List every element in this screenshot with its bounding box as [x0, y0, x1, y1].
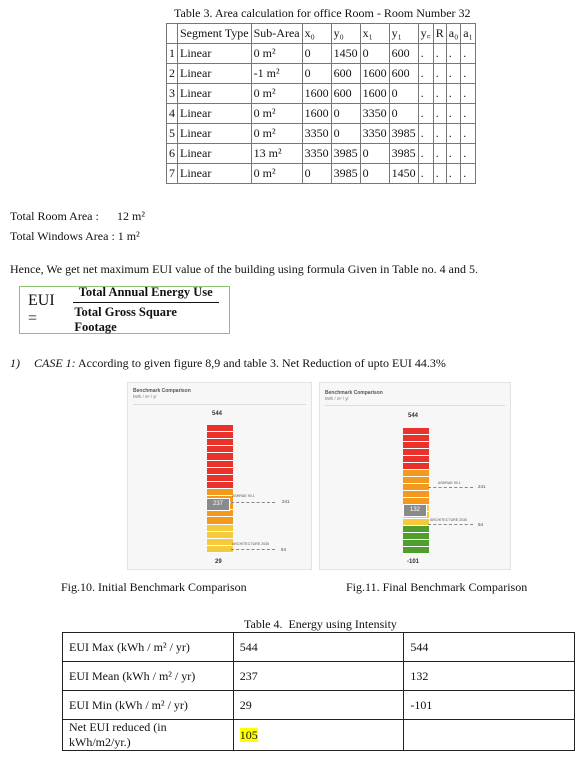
- table3-header-cell: x₁: [360, 24, 389, 44]
- table3-cell: 0: [302, 164, 331, 184]
- bar-segment: [403, 463, 429, 469]
- bar-segment: [403, 526, 429, 532]
- table3-header-cell: y꜀: [418, 24, 433, 44]
- table3-cell: 600: [331, 84, 360, 104]
- fig10-ashrae-value: 241: [282, 499, 290, 504]
- table3-cell: .: [433, 144, 446, 164]
- table4-cell: 544: [404, 633, 575, 662]
- bar-segment: [207, 468, 233, 474]
- table3-cell: 7: [167, 164, 178, 184]
- table3-cell: .: [446, 124, 461, 144]
- case1-label: CASE 1:: [34, 356, 76, 370]
- table3-header-row: [167, 24, 476, 44]
- bar-segment: [207, 489, 233, 495]
- table3-cell: Linear: [178, 104, 252, 124]
- table3-header-cell: x₀: [302, 24, 331, 44]
- table3-cell: -1 m²: [251, 64, 302, 84]
- table3-cell: Linear: [178, 84, 252, 104]
- table3-cell: 3350: [302, 124, 331, 144]
- table3-cell: .: [418, 104, 433, 124]
- table3-cell: 0 m²: [251, 164, 302, 184]
- total-room-area: [10, 209, 145, 224]
- bar-segment: [207, 546, 233, 552]
- fig11-ashrae-line: [428, 487, 473, 488]
- table3-cell: 3: [167, 84, 178, 104]
- table4-cell: -101: [404, 691, 575, 720]
- bar-segment: [207, 446, 233, 452]
- table4-row-label: EUI Mean (kWh / m² / yr): [63, 662, 234, 691]
- bar-segment: [403, 477, 429, 483]
- case1-number: 1): [10, 356, 20, 370]
- fig11-unit: kWh / m² / yr: [325, 396, 349, 401]
- table3-row: [167, 44, 476, 64]
- fig10-min-label: 29: [215, 559, 222, 565]
- table3-cell: 1600: [302, 104, 331, 124]
- table3-header-cell: a₁: [461, 24, 476, 44]
- table3-cell: .: [446, 64, 461, 84]
- bar-segment: [403, 547, 429, 553]
- bar-segment: [403, 540, 429, 546]
- fig11-caption: Fig.11. Final Benchmark Comparison: [346, 580, 528, 594]
- fig11-divider: [325, 405, 505, 406]
- fig11-arch-value: 54: [478, 522, 484, 527]
- bar-segment: [403, 533, 429, 539]
- table3-cell: 1450: [389, 164, 418, 184]
- table3-cell: .: [461, 84, 476, 104]
- fig11-ashrae-value: 241: [478, 484, 486, 489]
- table3-cell: 0 m²: [251, 104, 302, 124]
- table3-cell: .: [433, 124, 446, 144]
- total-windows-area-value: 1 m²: [117, 229, 140, 243]
- table3-cell: .: [446, 104, 461, 124]
- table3-header-cell: R: [433, 24, 446, 44]
- table3-cell: 3350: [360, 104, 389, 124]
- formula-denominator: Total Gross Square Footage: [74, 305, 177, 334]
- fig10-marker: 237: [206, 498, 230, 511]
- fig10-max-label: 544: [212, 411, 223, 417]
- table3-cell: .: [446, 44, 461, 64]
- formula-numerator: Total Annual Energy Use: [73, 285, 219, 303]
- bar-segment: [207, 439, 233, 445]
- fig10-ashrae-line: [231, 502, 275, 503]
- bar-segment: [207, 432, 233, 438]
- table3-cell: .: [446, 164, 461, 184]
- fig10-arch-label: ARCHITECTURE 2030: [232, 542, 270, 546]
- table4-cell: 544: [233, 633, 404, 662]
- table3-cell: 0: [389, 104, 418, 124]
- bar-segment: [207, 525, 233, 531]
- table4-cell: 29: [233, 691, 404, 720]
- table3-cell: 600: [389, 44, 418, 64]
- energy-intensity-table: [62, 632, 575, 751]
- table3-header-cell: Segment Type: [178, 24, 252, 44]
- bar-segment: [207, 475, 233, 481]
- table3-row: [167, 164, 476, 184]
- fig11-max-label: 544: [408, 413, 419, 419]
- fig10-title: Benchmark Comparison: [133, 388, 191, 394]
- table4-row-label: Net EUI reduced (in kWh/m2/yr.): [63, 720, 234, 751]
- table3-cell: 0 m²: [251, 84, 302, 104]
- total-windows-area-label: Total Windows Area :: [10, 229, 115, 243]
- fig10-unit: kWh / m² / yr: [133, 394, 157, 399]
- table4-row: [63, 720, 575, 751]
- formula-fraction: [70, 285, 221, 335]
- table3-cell: 600: [331, 64, 360, 84]
- fig11-ashrae-label: ASHRAE 90.1: [438, 481, 461, 485]
- case1-line: [10, 356, 446, 371]
- table3-header-cell: a₀: [446, 24, 461, 44]
- table3-cell: 0: [302, 44, 331, 64]
- fig11-arch-line: [428, 524, 473, 525]
- eui-formula: [19, 286, 230, 334]
- table3-cell: 3350: [302, 144, 331, 164]
- table3-cell: Linear: [178, 44, 252, 64]
- table3-header-cell: y₁: [389, 24, 418, 44]
- table3-cell: 1600: [302, 84, 331, 104]
- table4-cell: [233, 720, 404, 751]
- table3-cell: 0: [331, 104, 360, 124]
- table3-row: [167, 124, 476, 144]
- table3-cell: .: [418, 44, 433, 64]
- fig10-arch-value: 54: [281, 547, 287, 552]
- table3-cell: .: [418, 124, 433, 144]
- table3-cell: 0: [360, 164, 389, 184]
- bar-segment: [207, 510, 233, 516]
- table3-cell: .: [461, 164, 476, 184]
- table3-cell: 3985: [331, 164, 360, 184]
- fig10-eui-bar: [207, 425, 233, 553]
- bar-segment: [207, 482, 233, 488]
- table3-cell: 3985: [389, 144, 418, 164]
- table3-row: [167, 64, 476, 84]
- table3-cell: .: [461, 124, 476, 144]
- table4-row-label: EUI Max (kWh / m² / yr): [63, 633, 234, 662]
- table3-cell: .: [461, 104, 476, 124]
- table3-cell: .: [433, 104, 446, 124]
- table3-cell: Linear: [178, 144, 252, 164]
- fig10-divider: [133, 404, 306, 405]
- table3-cell: .: [461, 44, 476, 64]
- bar-segment: [403, 428, 429, 434]
- table3-cell: 3985: [389, 124, 418, 144]
- table3-cell: Linear: [178, 64, 252, 84]
- table4-cell: [404, 720, 575, 751]
- table3-cell: 1600: [360, 64, 389, 84]
- table3-cell: 600: [389, 64, 418, 84]
- table3-cell: .: [433, 84, 446, 104]
- fig11-marker: 132: [403, 504, 427, 517]
- total-room-area-value: 12 m²: [117, 209, 145, 223]
- intro-text: Hence, We get net maximum EUI value of the building using formula Given in Table no. 4 and 5.: [10, 262, 478, 276]
- bar-segment: [207, 425, 233, 431]
- table3-header-cell: y₀: [331, 24, 360, 44]
- table3-cell: .: [418, 164, 433, 184]
- table3-cell: .: [461, 144, 476, 164]
- table3-cell: .: [446, 84, 461, 104]
- table3-row: [167, 104, 476, 124]
- bar-segment: [403, 449, 429, 455]
- table3-cell: 0 m²: [251, 44, 302, 64]
- fig11-eui-bar: [403, 428, 429, 554]
- table3-cell: 4: [167, 104, 178, 124]
- table3-cell: 6: [167, 144, 178, 164]
- table3-cell: 0: [360, 44, 389, 64]
- bar-segment: [207, 517, 233, 523]
- table3-header-cell: Sub-Area: [251, 24, 302, 44]
- total-windows-area: [10, 229, 140, 244]
- bar-segment: [207, 539, 233, 545]
- table3-cell: 1450: [331, 44, 360, 64]
- table3-cell: 0: [360, 144, 389, 164]
- table3-row: [167, 144, 476, 164]
- fig10-arch-line: [231, 549, 275, 550]
- fig10-caption: Fig.10. Initial Benchmark Comparison: [61, 580, 247, 594]
- table3-cell: 3350: [360, 124, 389, 144]
- bar-segment: [403, 442, 429, 448]
- table3-cell: .: [418, 84, 433, 104]
- case1-text: According to given figure 8,9 and table 3. Net Reduction of upto EUI 44.3%: [78, 356, 446, 370]
- table3-cell: .: [418, 64, 433, 84]
- table3-cell: .: [418, 144, 433, 164]
- net-eui-reduced-value: 105: [239, 727, 258, 742]
- fig11-arch-label: ARCHITECTURE 2030: [430, 518, 468, 522]
- table3-cell: 13 m²: [251, 144, 302, 164]
- table3-cell: .: [433, 44, 446, 64]
- table3-cell: 0 m²: [251, 124, 302, 144]
- table3-caption: Table 3. Area calculation for office Room - Room Number 32: [174, 6, 471, 20]
- table3-cell: Linear: [178, 164, 252, 184]
- total-room-area-label: Total Room Area :: [10, 209, 99, 223]
- area-table: [166, 23, 476, 184]
- table3-cell: 0: [389, 84, 418, 104]
- table3-cell: 1: [167, 44, 178, 64]
- table3-cell: 5: [167, 124, 178, 144]
- table3-cell: .: [446, 144, 461, 164]
- fig11-benchmark-panel: [319, 382, 511, 570]
- table4-row: [63, 662, 575, 691]
- fig10-ashrae-label: ASHRAE 90.1: [232, 494, 255, 498]
- bar-segment: [403, 484, 429, 490]
- bar-segment: [207, 461, 233, 467]
- table3-header-cell: [167, 24, 178, 44]
- table3-cell: 0: [302, 64, 331, 84]
- table3-cell: 1600: [360, 84, 389, 104]
- bar-segment: [207, 453, 233, 459]
- table3-row: [167, 84, 476, 104]
- bar-segment: [207, 532, 233, 538]
- fig11-min-label: -101: [407, 559, 420, 565]
- table3-cell: 3985: [331, 144, 360, 164]
- fig11-title: Benchmark Comparison: [325, 390, 383, 396]
- table4-cell: 237: [233, 662, 404, 691]
- table3-cell: 0: [331, 124, 360, 144]
- bar-segment: [403, 456, 429, 462]
- table4-row: [63, 633, 575, 662]
- table4-row-label: EUI Min (kWh / m² / yr): [63, 691, 234, 720]
- table4-cell: 132: [404, 662, 575, 691]
- table3-cell: Linear: [178, 124, 252, 144]
- table3-cell: .: [433, 164, 446, 184]
- table3-cell: .: [433, 64, 446, 84]
- table4-row: [63, 691, 575, 720]
- table3-cell: .: [461, 64, 476, 84]
- fig10-benchmark-panel: [127, 382, 312, 570]
- table3-cell: 2: [167, 64, 178, 84]
- formula-lhs: EUI =: [28, 292, 55, 327]
- bar-segment: [403, 519, 429, 525]
- bar-segment: [403, 470, 429, 476]
- bar-segment: [403, 435, 429, 441]
- bar-segment: [403, 491, 429, 497]
- table4-caption: Table 4. Energy using Intensity: [244, 617, 397, 631]
